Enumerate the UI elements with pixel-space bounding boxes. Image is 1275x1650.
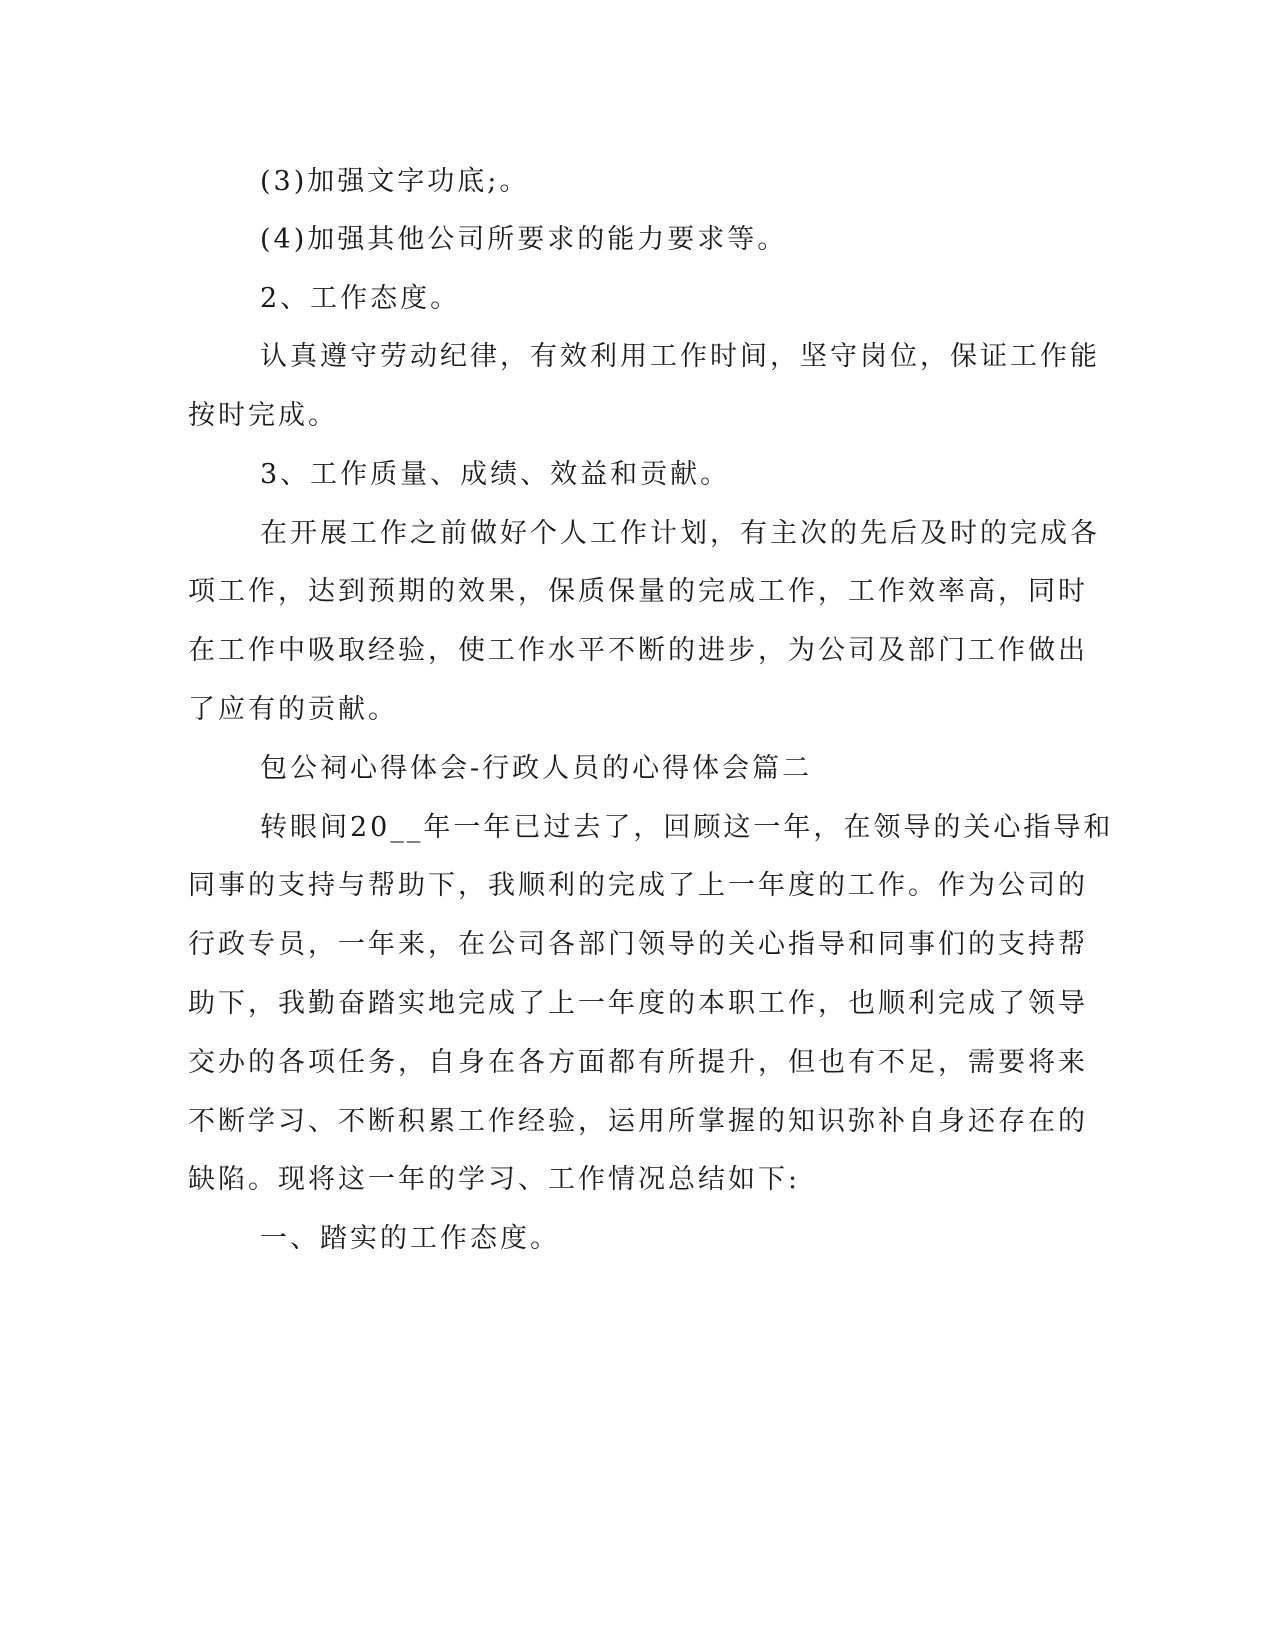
paragraph-line: (4)加强其他公司所要求的能力要求等。 [260,224,788,255]
paragraph-line: 认真遵守劳动纪律，有效利用工作时间，坚守岗位，保证工作能 [260,341,1100,372]
article-title: 包公祠心得体会-行政人员的心得体会篇二 [260,753,813,784]
section-heading: 2、工作态度。 [260,283,461,314]
paragraph-line: 行政专员，一年来，在公司各部门领导的关心指导和同事们的支持帮 [188,929,1088,960]
section-heading: 一、踏实的工作态度。 [260,1223,560,1254]
section-heading: 3、工作质量、成绩、效益和贡献。 [260,459,731,490]
paragraph-line: 了应有的贡献。 [188,694,398,725]
paragraph-line: 按时完成。 [188,400,338,431]
paragraph-line: 在开展工作之前做好个人工作计划，有主次的先后及时的完成各 [260,518,1100,549]
paragraph-line: 项工作，达到预期的效果，保质保量的完成工作，工作效率高，同时 [188,576,1088,607]
paragraph-line: 同事的支持与帮助下，我顺利的完成了上一年度的工作。作为公司的 [188,870,1088,901]
paragraph-line: 交办的各项任务，自身在各方面都有所提升，但也有不足，需要将来 [188,1047,1088,1078]
paragraph-line: 助下，我勤奋踏实地完成了上一年度的本职工作，也顺利完成了领导 [188,988,1088,1019]
paragraph-line: 缺陷。现将这一年的学习、工作情况总结如下: [188,1164,801,1195]
paragraph-line: (3)加强文字功底;。 [260,166,530,197]
paragraph-line: 在工作中吸取经验，使工作水平不断的进步，为公司及部门工作做出 [188,635,1088,666]
paragraph-line: 转眼间20__年一年已过去了，回顾这一年，在领导的关心指导和 [260,812,1114,843]
paragraph-line: 不断学习、不断积累工作经验，运用所掌握的知识弥补自身还存在的 [188,1106,1088,1137]
